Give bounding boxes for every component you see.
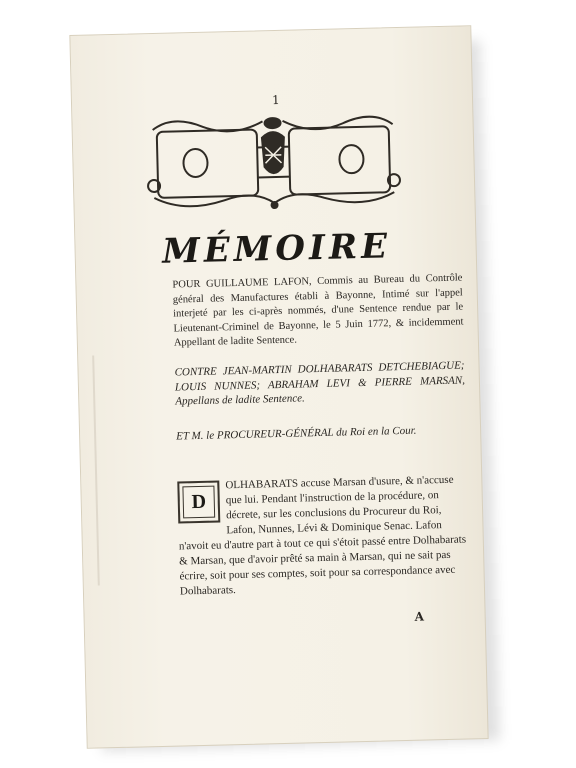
page-number: 1 bbox=[271, 92, 280, 108]
dropcap-letter: D bbox=[177, 480, 220, 523]
body-paragraph bbox=[177, 472, 470, 599]
body-text: OLHABARATS accuse Marsan d'usure, & n'accuse que lui. Pendant l'instruction de la procédure, on décrete, sur les conclusions du Procureur du Roi, Lafon, Nunnes, Lévi & Dominique Senac. Lafon n'avoit eu d'autre part à tout ce qui s'étoit passé entre Dolhabarats & Marsan, que d'avoir prêté sa main à Marsan, qui ne sait pas écrire, soit pour ses comptes, soit pour sa correspondance avec Dolhabarats. bbox=[178, 473, 467, 598]
ornamental-headpiece bbox=[142, 104, 405, 218]
procureur-paragraph: ET M. le PROCUREUR-GÉNÉRAL du Roi en la Cour. bbox=[176, 424, 417, 443]
pour-paragraph: POUR GUILLAUME LAFON, Commis au Bureau du Contrôle général des Manufactures établi à Bayonne, Intimé sur l'appel interjeté par les ci-après nommés, d'une Sentence rendue par le Lieutenant-Criminel de Bayonne, le 5 Juin 1772, & incidemment Appellant de ladite Sentence. bbox=[172, 272, 464, 349]
contre-paragraph: CONTRE JEAN-MARTIN DOLHABARATS DETCHEBIAGUE; LOUIS NUNNES; ABRAHAM LEVI & PIERRE MARSAN, Appellans de ladite Sentence. bbox=[174, 359, 466, 408]
signature-mark: A bbox=[414, 609, 425, 624]
document-page bbox=[69, 25, 488, 749]
document-title: MÉMOIRE bbox=[161, 226, 392, 272]
fold-line bbox=[92, 356, 100, 586]
